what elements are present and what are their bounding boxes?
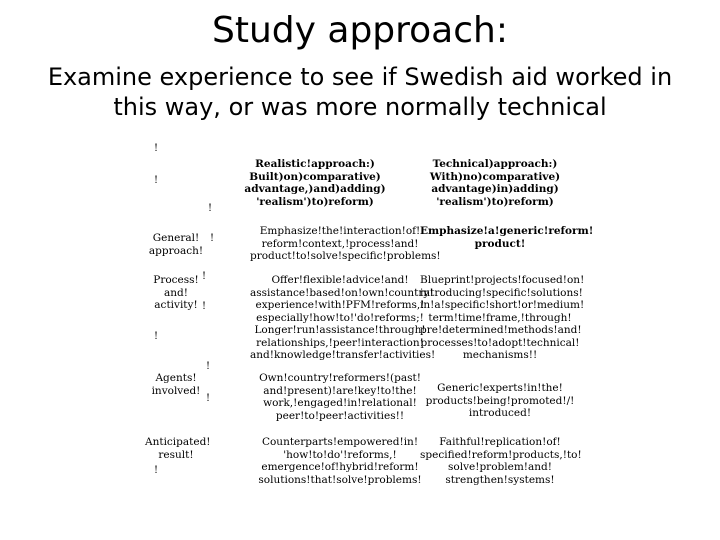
- cell-result-technical: Faithful!replication!of! specified!reform!products,!to! solve!problem!and! strengthen!systems!: [420, 436, 582, 486]
- stray-mark: !: [206, 393, 211, 404]
- cell-agents-technical: Generic!experts!in!the! products!being!promoted!/! introduced!: [425, 382, 575, 419]
- cell-general-realistic: Emphasize!the!interaction!of! reform!context,!process!and! product!to!solve!specific!problems!: [250, 225, 441, 262]
- stray-mark: !: [154, 331, 159, 342]
- row-label-agents: Agents! involved!: [151, 372, 201, 397]
- cell-result-realistic: Counterparts!empowered!in! 'how!to!do'!reforms,! emergence!of!hybrid!reform! solutions!that!solve!problems!: [258, 436, 422, 486]
- stray-mark: !: [202, 271, 207, 282]
- stray-mark: !: [154, 465, 159, 476]
- stray-mark: !: [210, 233, 215, 244]
- slide-title: Study approach:: [212, 10, 508, 51]
- stray-mark: !: [208, 203, 213, 214]
- stray-mark: !: [154, 143, 159, 154]
- stray-mark: !: [206, 361, 211, 372]
- stray-mark: !: [154, 175, 159, 186]
- stray-mark: !: [202, 301, 207, 312]
- slide-subtitle: Examine experience to see if Swedish aid worked in this way, or was more normally technical: [47, 63, 673, 121]
- header-realistic: Realistic!approach:) Built)on)comparative) advantage,)and)adding) 'realism')to)reform): [244, 158, 386, 208]
- row-label-process: Process! and! activity!: [153, 274, 199, 311]
- comparison-table: [140, 140, 594, 500]
- row-label-result: Anticipated! result!: [145, 436, 211, 461]
- cell-process-technical: Blueprint!projects!focused!on! introducing!specific!solutions! in!a!specific!short!or!medium! term!time!frame,!through! pre!determined!methods!and! processes!to!adopt!technical! mechanisms!!: [420, 274, 585, 361]
- cell-general-technical: Emphasize!a!generic!reform! product!: [420, 225, 594, 250]
- header-technical: Technical)approach:) With)no)comparative) advantage)in)adding) 'realism')to)reform): [429, 158, 561, 208]
- row-label-general: General! approach!: [148, 232, 204, 257]
- cell-agents-realistic: Own!country!reformers!(past! and!present)!are!key!to!the! work,!engaged!in!relational! peer!to!peer!activities!!: [259, 372, 421, 422]
- cell-process-realistic: Offer!flexible!advice!and! assistance!based!on!own!country! experience!with!PFM!reforms,! especially!how!to!'do!reforms;! Longer!run!assistance!through! relationships,!peer!interaction! and!knowledge!transfer!activities!: [250, 274, 436, 361]
